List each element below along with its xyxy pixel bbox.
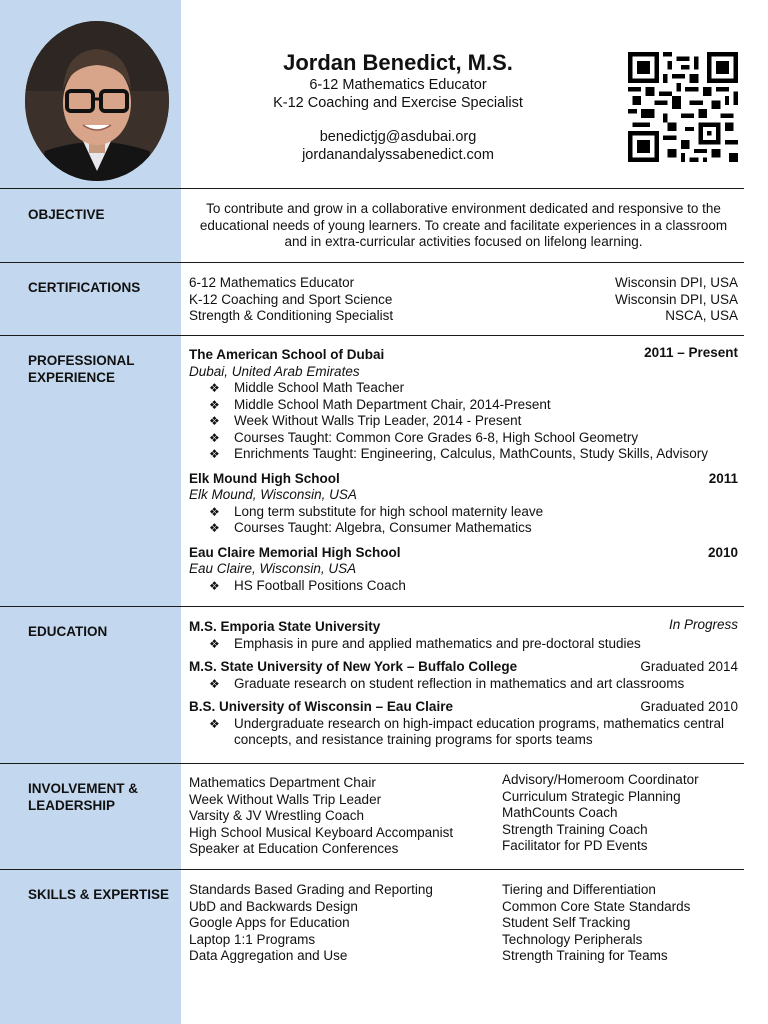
objective-line: and in extra-curricular activities focused on lifelong learning. — [284, 234, 643, 249]
list-item: Common Core State Standards — [502, 898, 691, 914]
website-link[interactable]: jordanandalyssabenedict.com — [302, 147, 494, 163]
list-item — [189, 676, 738, 693]
degree-header — [189, 659, 738, 676]
job-bullets — [189, 380, 738, 463]
degree-bullets — [189, 716, 738, 749]
involvement-left-list — [189, 775, 489, 858]
diamond-bullet-icon: ❖ — [209, 397, 220, 412]
certification-name: 6-12 Mathematics Educator — [189, 275, 355, 290]
list-item-text: Week Without Walls Trip Leader, 2014 - Present — [234, 413, 522, 428]
qr-code-icon — [628, 52, 738, 162]
education-list — [189, 619, 738, 749]
list-item: Technology Peripherals — [502, 931, 643, 947]
degree-header — [189, 619, 738, 636]
section-divider — [0, 606, 744, 607]
diamond-bullet-icon: ❖ — [209, 504, 220, 519]
job-header — [189, 471, 738, 488]
list-item — [189, 636, 738, 653]
degree-name: M.S. State University of New York – Buffalo College — [189, 659, 518, 674]
list-item: UbD and Backwards Design — [189, 898, 358, 914]
list-item: Week Without Walls Trip Leader — [189, 791, 382, 807]
certification-issuer: Wisconsin DPI, USA — [614, 275, 738, 290]
degree-bullets — [189, 636, 738, 653]
resume-header — [230, 50, 566, 164]
candidate-name: Jordan Benedict, M.S. — [283, 50, 513, 75]
diamond-bullet-icon: ❖ — [209, 381, 220, 395]
list-item: Tiering and Differentiation — [502, 882, 656, 897]
degree-name: M.S. Emporia State University — [189, 619, 381, 634]
involvement-right-list — [502, 772, 742, 855]
certification-row — [189, 308, 738, 325]
section-divider — [0, 869, 744, 870]
section-label-line: LEADERSHIP — [28, 798, 116, 813]
job-location: Eau Claire, Wisconsin, USA — [189, 561, 357, 576]
list-item-text: Courses Taught: Algebra, Consumer Mathematics — [234, 520, 532, 535]
list-item-text: Middle School Math Teacher — [234, 380, 405, 395]
list-item-text: Undergraduate research on high-impact education programs, mathematics central — [234, 715, 725, 731]
list-item — [189, 446, 738, 463]
degree-header — [189, 699, 738, 716]
diamond-bullet-icon: ❖ — [209, 676, 220, 691]
list-item — [189, 413, 738, 430]
section-label-line: INVOLVEMENT & — [28, 781, 139, 796]
degree-status: Graduated 2010 — [640, 699, 738, 714]
objective-line: educational needs of young learners. To create and facilitate experiences in a classroom — [199, 217, 728, 233]
section-label-certifications: CERTIFICATIONS — [28, 280, 141, 295]
list-item: Strength Training Coach — [502, 821, 648, 837]
list-item — [189, 520, 738, 537]
job-dates: 2010 — [707, 544, 738, 560]
certification-name: K-12 Coaching and Sport Science — [189, 291, 393, 307]
list-item-text: Long term substitute for high school maternity leave — [234, 503, 544, 519]
list-item: Advisory/Homeroom Coordinator — [502, 772, 699, 787]
list-item-text: HS Football Positions Coach — [234, 577, 406, 593]
objective-text — [189, 201, 738, 251]
list-item: Facilitator for PD Events — [502, 838, 648, 853]
diamond-bullet-icon: ❖ — [209, 414, 220, 428]
objective-line: To contribute and grow in a collaborative environment dedicated and responsive to the — [206, 201, 721, 216]
list-item: Speaker at Education Conferences — [189, 841, 399, 856]
skills-right-list — [502, 882, 742, 965]
list-item — [189, 716, 738, 733]
list-item: High School Musical Keyboard Accompanist — [189, 824, 454, 840]
diamond-bullet-icon: ❖ — [209, 578, 220, 593]
list-item-text: Emphasis in pure and applied mathematics and pre-doctoral studies — [234, 635, 641, 651]
degree-bullets — [189, 676, 738, 693]
list-item: Varsity & JV Wrestling Coach — [189, 808, 365, 823]
section-divider — [0, 763, 744, 764]
job-header — [189, 347, 738, 364]
job-title-secondary: K-12 Coaching and Exercise Specialist — [273, 95, 523, 111]
section-divider — [0, 262, 744, 263]
list-item: Google Apps for Education — [189, 915, 350, 930]
email-link[interactable]: benedictjg@asdubai.org — [319, 129, 477, 145]
list-item — [189, 504, 738, 521]
list-item: Data Aggregation and Use — [189, 948, 348, 963]
section-label-skills: SKILLS & EXPERTISE — [28, 887, 170, 902]
skills-left-list — [189, 882, 489, 965]
degree-status: In Progress — [668, 617, 738, 632]
list-item: Strength Training for Teams — [502, 948, 668, 963]
list-item — [189, 397, 738, 414]
job-dates: 2011 — [708, 470, 738, 486]
section-label-involvement — [28, 780, 178, 814]
list-item: Standards Based Grading and Reporting — [189, 882, 433, 897]
employer-name: The American School of Dubai — [189, 347, 385, 362]
employer-name: Elk Mound High School — [189, 470, 340, 486]
list-item — [189, 578, 738, 595]
diamond-bullet-icon: ❖ — [209, 430, 220, 445]
list-item-text: Graduate research on student reflection in mathematics and art classrooms — [234, 675, 685, 691]
list-item: Mathematics Department Chair — [189, 775, 376, 790]
diamond-bullet-icon: ❖ — [209, 716, 220, 731]
list-item-continuation — [189, 732, 738, 749]
experience-list — [189, 347, 738, 594]
profile-photo — [25, 21, 169, 181]
section-label-objective: OBJECTIVE — [28, 207, 105, 222]
job-bullets — [189, 504, 738, 537]
degree-status: Graduated 2014 — [640, 659, 738, 674]
section-label-experience — [28, 352, 178, 386]
section-divider — [0, 188, 744, 189]
portrait-illustration — [25, 21, 169, 181]
list-item: Student Self Tracking — [502, 915, 631, 930]
job-location: Elk Mound, Wisconsin, USA — [189, 487, 357, 502]
diamond-bullet-icon: ❖ — [209, 447, 220, 461]
degree-name: B.S. University of Wisconsin – Eau Claire — [189, 699, 453, 714]
diamond-bullet-icon: ❖ — [209, 636, 220, 651]
job-bullets — [189, 578, 738, 595]
certification-row — [189, 292, 738, 309]
employer-name: Eau Claire Memorial High School — [189, 544, 401, 560]
section-divider — [0, 335, 744, 336]
section-label-education: EDUCATION — [28, 624, 108, 639]
diamond-bullet-icon: ❖ — [209, 521, 220, 535]
certification-issuer: NSCA, USA — [665, 308, 738, 323]
list-item — [189, 380, 738, 397]
job-header — [189, 545, 738, 562]
section-label-line: EXPERIENCE — [28, 370, 116, 385]
certification-issuer: Wisconsin DPI, USA — [614, 291, 738, 307]
list-item — [189, 430, 738, 447]
section-label-line: PROFESSIONAL — [28, 353, 135, 368]
list-item: Curriculum Strategic Planning — [502, 788, 681, 804]
list-item: MathCounts Coach — [502, 805, 618, 820]
certifications-list — [189, 275, 738, 325]
job-location: Dubai, United Arab Emirates — [189, 363, 360, 379]
list-item: Laptop 1:1 Programs — [189, 931, 316, 947]
list-item-text: Enrichments Taught: Engineering, Calculus, MathCounts, Study Skills, Advisory — [234, 446, 708, 461]
certification-name: Strength & Conditioning Specialist — [189, 308, 394, 323]
list-item-text: concepts, and resistance training programs for sports teams — [234, 732, 593, 747]
list-item-text: Middle School Math Department Chair, 2014-Present — [234, 396, 551, 412]
job-dates: 2011 – Present — [644, 345, 738, 360]
certification-row — [189, 275, 738, 292]
job-title-primary: 6-12 Mathematics Educator — [309, 77, 487, 93]
list-item-text: Courses Taught: Common Core Grades 6-8, High School Geometry — [234, 429, 639, 445]
